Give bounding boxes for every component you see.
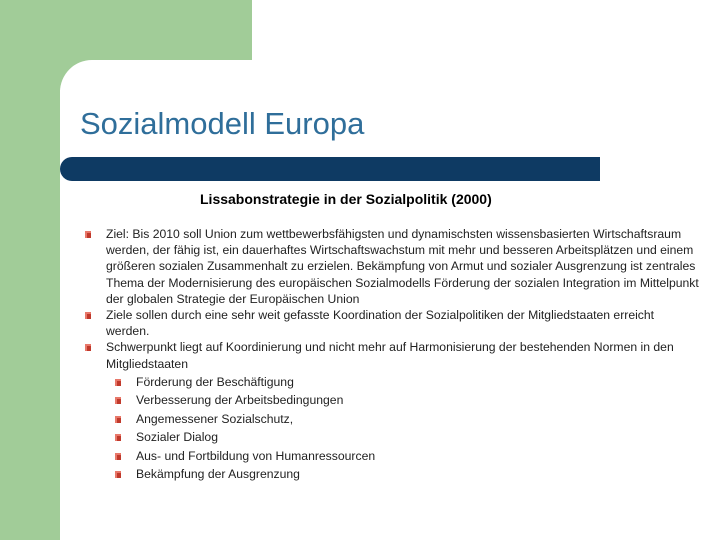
- sub-bullet-icon: [115, 471, 121, 478]
- bullet-text: Schwerpunkt liegt auf Koordinierung und nicht mehr auf Harmonisierung der bestehenden Normen in den Mitgliedstaaten: [106, 340, 674, 371]
- sub-bullet-item: [80, 429, 700, 445]
- bullet-text: Ziele sollen durch eine sehr weit gefasste Koordination der Sozialpolitiken der Mitgliedstaaten erreicht werden.: [106, 308, 655, 339]
- sub-bullet-text: Angemessener Sozialschutz,: [136, 411, 294, 426]
- bullet-icon: [85, 344, 91, 351]
- slide-subtitle: Lissabonstrategie in der Sozialpolitik (2000): [200, 191, 492, 207]
- sub-bullet-icon: [115, 434, 121, 441]
- bullet-item: [80, 226, 700, 307]
- bullet-text: Ziel: Bis 2010 soll Union zum wettbewerbsfähigsten und dynamischsten wissensbasierten Wirtschaftsraum werden, der fähig ist, ein dauerhaftes Wirtschaftswachstum mit mehr und besseren Arbeitsplätzen und einem größeren sozialen Zusammenhalt zu erzielen. Bekämpfung von Armut und sozialer Ausgrenzung ist zentrales Thema der Modernisierung des europäischen Sozialmodells Förderung der sozialen Integration im Mittelpunkt der globalen Strategie der Europäischen Union: [106, 227, 699, 306]
- sub-bullet-icon: [115, 416, 121, 423]
- title-underline-bar: [60, 157, 600, 181]
- sub-bullet-text: Bekämpfung der Ausgrenzung: [136, 466, 300, 481]
- bullet-item: [80, 339, 700, 371]
- bullet-icon: [85, 312, 91, 319]
- sub-bullet-icon: [115, 453, 121, 460]
- slide-title: Sozialmodell Europa: [80, 106, 365, 141]
- sub-bullet-text: Aus- und Fortbildung von Humanressourcen: [136, 448, 376, 463]
- bullet-item: [80, 307, 700, 339]
- sub-bullet-item: [80, 374, 700, 390]
- sub-bullet-item: [80, 466, 700, 482]
- sub-bullet-item: [80, 392, 700, 408]
- sub-bullet-text: Sozialer Dialog: [136, 430, 218, 445]
- sub-bullet-item: [80, 448, 700, 464]
- sub-bullet-icon: [115, 379, 121, 386]
- bullet-list: [80, 226, 700, 482]
- sub-bullet-text: Förderung der Beschäftigung: [136, 375, 294, 390]
- bullet-icon: [85, 231, 91, 238]
- sub-bullet-icon: [115, 397, 121, 404]
- sub-bullet-text: Verbesserung der Arbeitsbedingungen: [136, 393, 344, 408]
- sub-bullet-item: [80, 411, 700, 427]
